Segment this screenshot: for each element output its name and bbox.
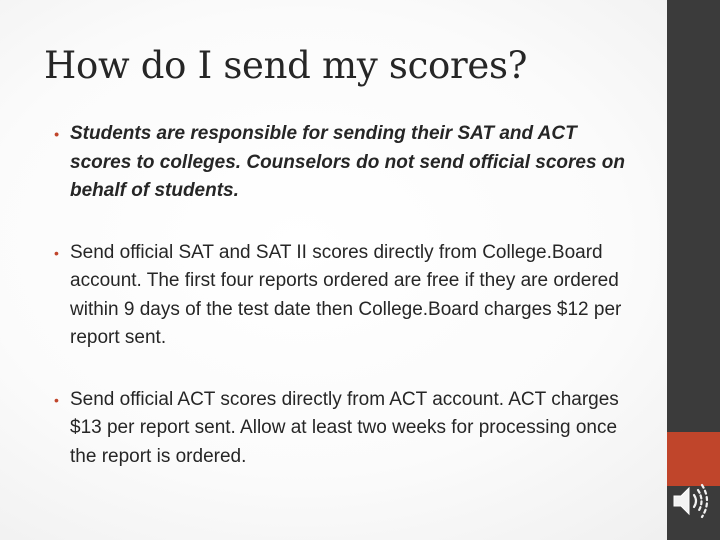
bullet-item	[54, 239, 642, 353]
bullet-item	[54, 386, 642, 472]
bullet-text: Students are responsible for sending their SAT and ACT scores to colleges. Counselors do not send official scores on behalf of students.	[70, 123, 626, 201]
bullet-text: Send official ACT scores directly from ACT account. ACT charges $13 per report sent. Allow at least two weeks for processing once the report is ordered.	[70, 388, 619, 467]
bullet-item	[54, 120, 642, 206]
bullet-list	[54, 120, 642, 504]
bullet-text: Send official SAT and SAT II scores directly from College.Board account. The first four reports ordered are free if they are ordered within 9 days of the test date then College.Board charges $12 per report sent.	[70, 241, 622, 348]
bullet-marker: •	[54, 244, 59, 261]
bullet-marker: •	[54, 126, 59, 142]
speaker-icon[interactable]	[670, 476, 714, 526]
slide-title: How do I send my scores?	[44, 44, 528, 87]
bullet-marker: •	[54, 391, 59, 408]
speaker-icon-graphic	[670, 476, 714, 526]
